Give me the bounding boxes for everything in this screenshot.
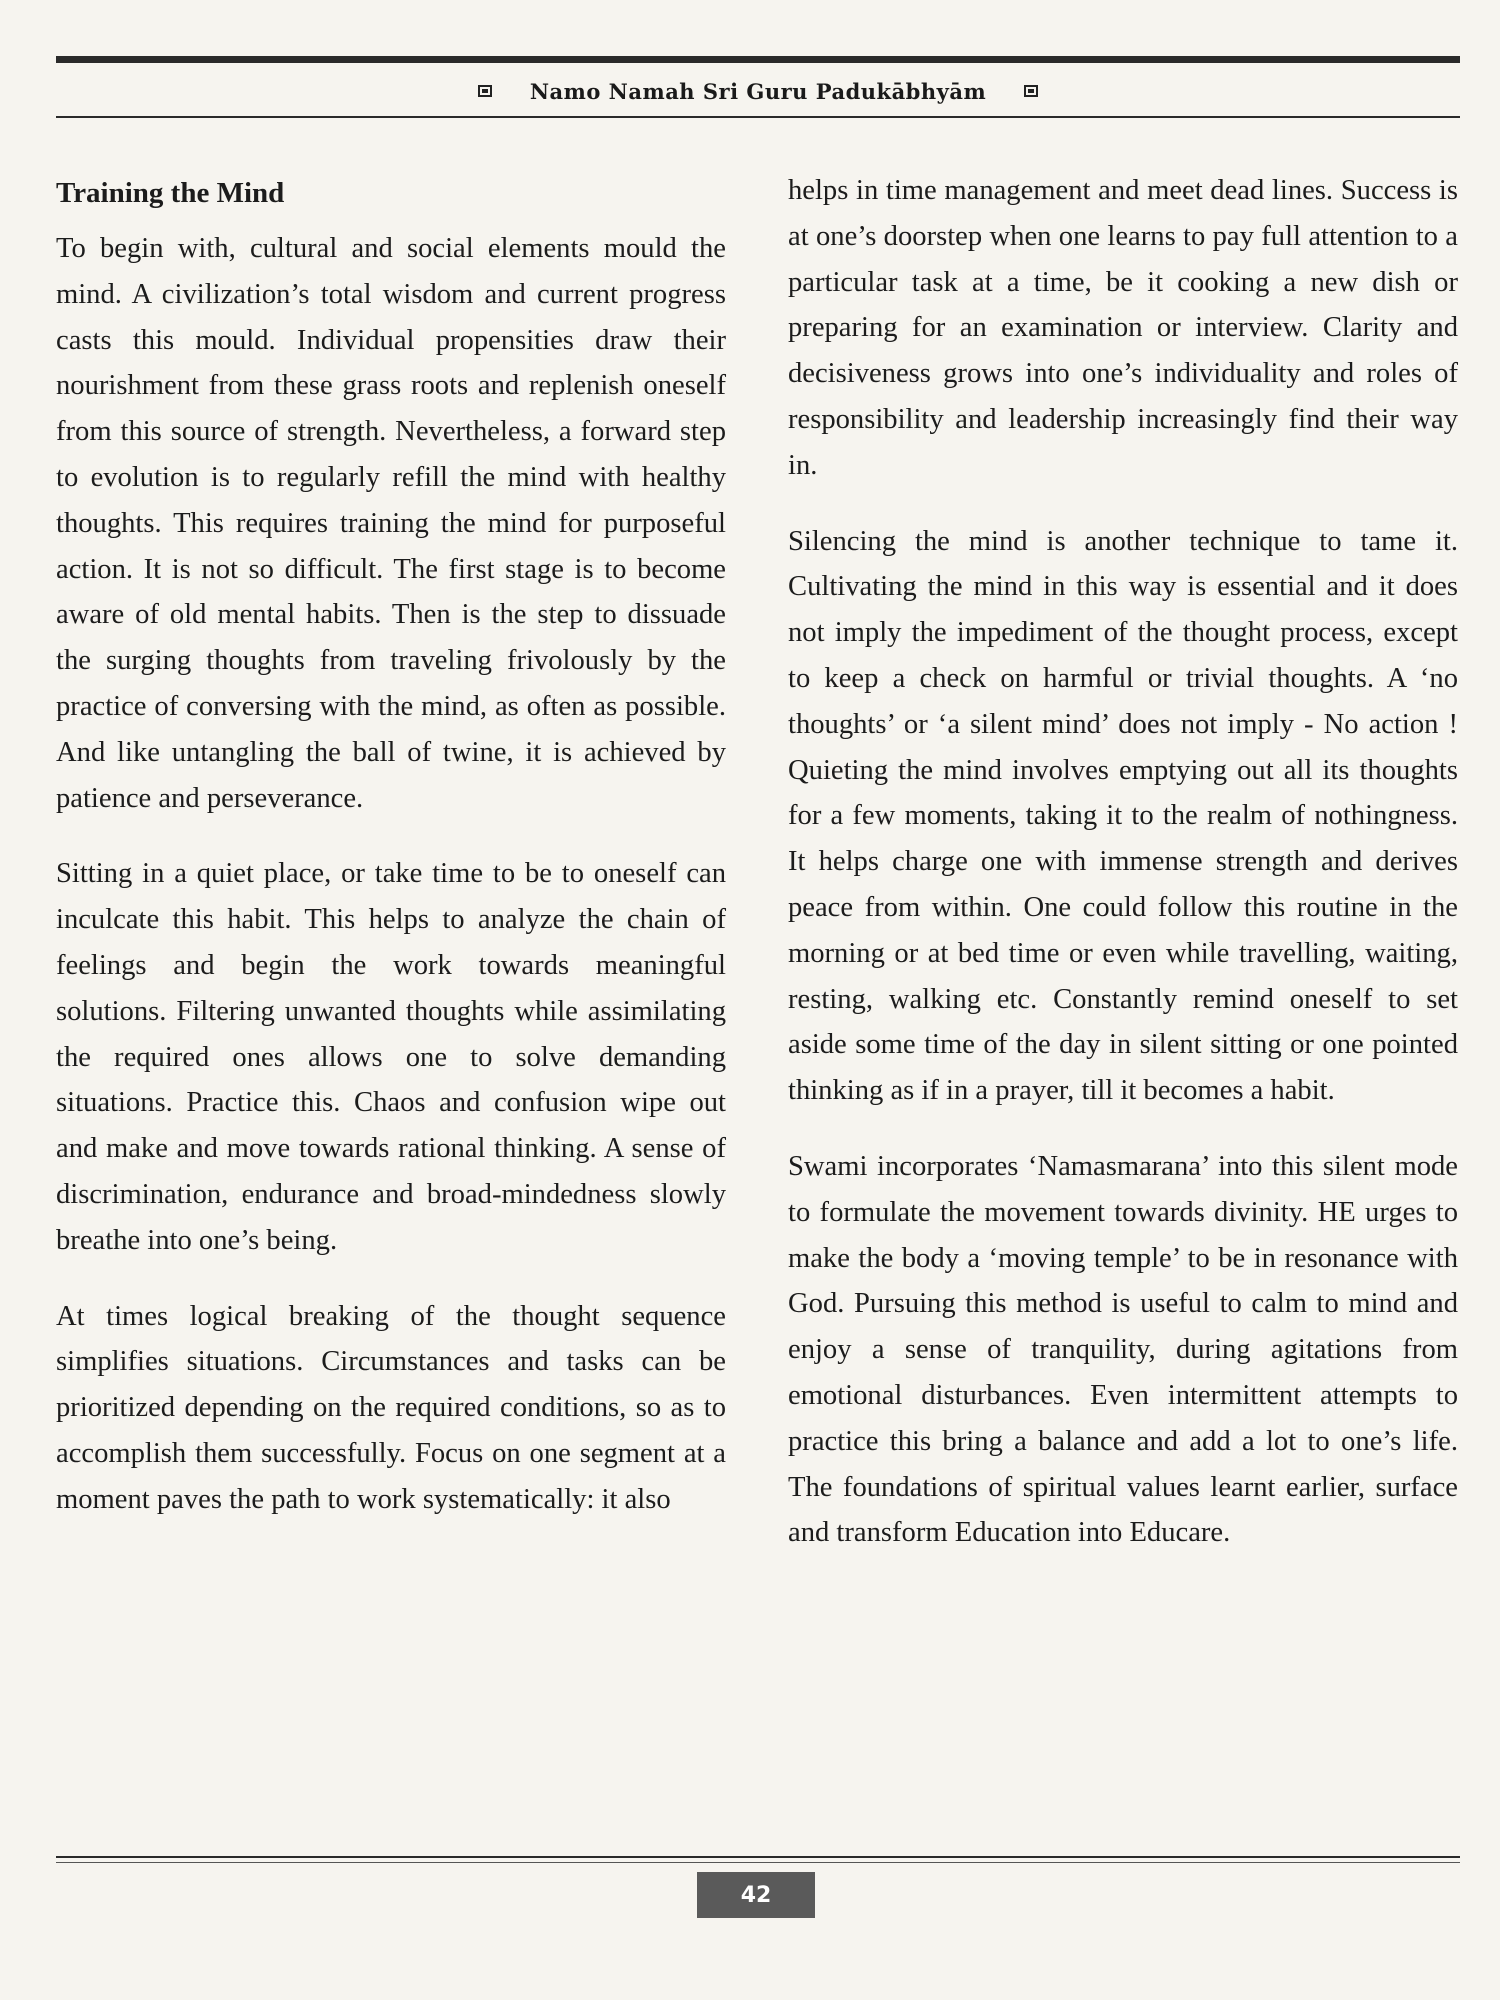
footer-rule — [56, 1856, 1460, 1858]
section-heading: Training the Mind — [56, 177, 285, 209]
page-number-badge: 42 — [697, 1872, 815, 1918]
header-top-rule — [56, 56, 1460, 63]
left-column — [56, 170, 726, 1553]
running-header — [56, 66, 1460, 118]
paragraph: To begin with, cultural and social elements mould the mind. A civilization’s total wisdom and current progress casts this mould. Individual propensities draw their nourishment from these grass roots and replenish oneself from this source of strength. Nevertheless, a forward step to evolution is to regularly refill the mind with healthy thoughts. This requires training the mind for purposeful action. It is not so difficult. The first stage is to become aware of old mental habits. Then is the step to dissuade the surging thoughts from traveling frivolously by the practice of conversing with the mind, as often as possible. And like untangling the ball of twine, it is achieved by patience and perseverance. — [56, 233, 726, 814]
paragraph: Swami incorporates ‘Namasmarana’ into this silent mode to formulate the movement towards divinity. HE urges to make the body a ‘moving temple’ to be in resonance with God. Pursuing this method is useful to calm to mind and enjoy a sense of tranquility, during agitations from emotional disturbances. Even intermittent attempts to practice this bring a balance and add a lot to one’s life. The foundations of spiritual values learnt earlier, surface and transform Education into Educare. — [788, 1150, 1458, 1549]
right-column — [788, 168, 1458, 1586]
square-bullet-icon — [478, 85, 492, 97]
paragraph: Silencing the mind is another technique to tame it. Cultivating the mind in this way is essential and it does not imply the impediment of the thought process, except to keep a check on harmful or trivial thoughts. A ‘no thoughts’ or ‘a silent mind’ does not imply - No action ! Quieting the mind involves emptying out all its thoughts for a few moments, taking it to the realm of nothingness. It helps charge one with immense strength and derives peace from within. One could follow this routine in the morning or at bed time or even while travelling, waiting, resting, walking etc. Constantly remind oneself to set aside some time of the day in silent sitting or one pointed thinking as if in a prayer, till it becomes a habit. — [788, 525, 1458, 1107]
footer-rule-thin — [56, 1862, 1460, 1863]
paragraph: Sitting in a quiet place, or take time to be to oneself can inculcate this habit. This helps to analyze the chain of feelings and begin the work towards meaningful solutions. Filtering unwanted thoughts while assimilating the required ones allows one to solve demanding situations. Practice this. Chaos and confusion wipe out and make and move towards rational thinking. A sense of discrimination, endurance and broad-mindedness slowly breathe into one’s being. — [56, 858, 726, 1256]
paragraph: At times logical breaking of the thought sequence simplifies situations. Circumstances and tasks can be prioritized depending on the required conditions, so as to accomplish them successfully. Focus on one segment at a moment paves the path to work systematically: it also — [56, 1300, 726, 1515]
header-title: Namo Namah Sri Guru Padukābhyām — [529, 78, 987, 104]
paragraph: helps in time management and meet dead lines. Success is at one’s doorstep when one learns to pay full attention to a particular task at a time, be it cooking a new dish or preparing for an examination or interview. Clarity and decisiveness grows into one’s individuality and roles of responsibility and leadership increasingly find their way in. — [788, 175, 1458, 481]
square-bullet-icon — [1024, 85, 1038, 97]
